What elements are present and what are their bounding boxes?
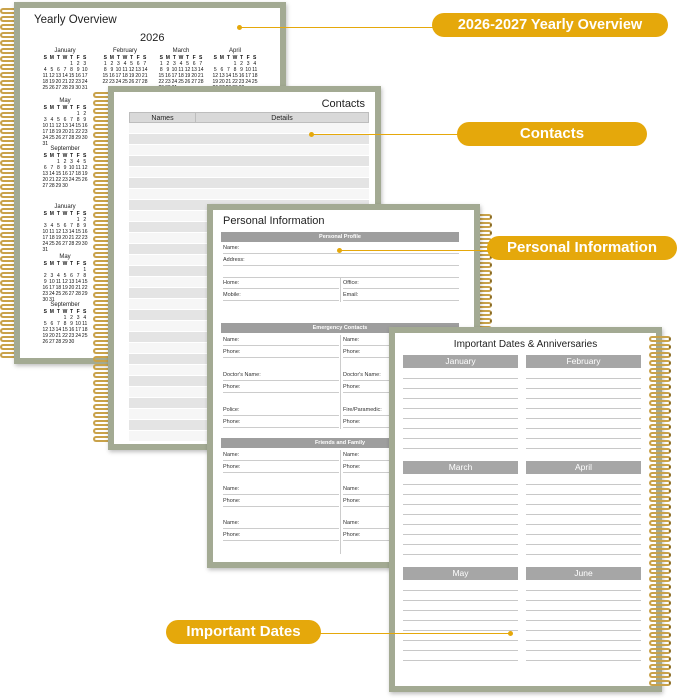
spiral-coil <box>649 664 671 670</box>
date-line[interactable] <box>526 438 641 439</box>
spiral-coil <box>649 520 671 526</box>
date-line[interactable] <box>403 438 518 439</box>
date-line[interactable] <box>403 484 518 485</box>
spiral-coil <box>649 576 671 582</box>
email-field[interactable]: Email: <box>343 290 459 301</box>
date-line[interactable] <box>403 590 518 591</box>
spiral-coil <box>649 640 671 646</box>
date-line[interactable] <box>526 418 641 419</box>
date-line[interactable] <box>526 630 641 631</box>
contact-row[interactable] <box>129 134 369 145</box>
contact-row[interactable] <box>129 167 369 178</box>
date-line[interactable] <box>403 378 518 379</box>
week-row: 24 25 26 27 28 29 30 <box>42 135 88 141</box>
spiral-coil <box>649 600 671 606</box>
week-row: 15 16 17 18 19 20 21 <box>102 73 148 79</box>
ff-name-6[interactable]: Name: <box>343 518 459 529</box>
contact-row[interactable] <box>129 145 369 156</box>
home-field[interactable]: Home: <box>223 278 339 289</box>
date-line[interactable] <box>403 650 518 651</box>
date-line[interactable] <box>526 554 641 555</box>
ff-phone-3[interactable]: Phone: <box>223 496 339 507</box>
date-line[interactable] <box>526 544 641 545</box>
contact-row[interactable] <box>129 178 369 189</box>
spiral-coil <box>649 344 671 350</box>
weekday-row: S M T W T F S <box>103 55 147 61</box>
date-line[interactable] <box>526 504 641 505</box>
contacts-header <box>129 112 369 123</box>
date-line[interactable] <box>526 590 641 591</box>
spiral-coil <box>649 480 671 486</box>
spiral-coil <box>649 440 671 446</box>
week-row: 10 11 12 13 14 15 16 <box>42 229 88 235</box>
personal-profile-header: Personal Profile <box>221 232 459 242</box>
month-header: June <box>526 567 641 580</box>
date-line[interactable] <box>403 448 518 449</box>
week-row: 18 19 20 21 22 23 24 <box>42 79 88 85</box>
week-row: 17 18 19 20 21 22 23 <box>42 129 88 135</box>
dates-leader <box>315 633 511 634</box>
week-row: 8 9 10 11 12 13 14 <box>103 67 148 73</box>
week-row: 1 2 3 4 5 <box>57 159 87 165</box>
date-line[interactable] <box>403 514 518 515</box>
spiral-coil <box>649 616 671 622</box>
date-line[interactable] <box>403 660 518 661</box>
month-name: May <box>59 254 71 260</box>
date-line[interactable] <box>526 484 641 485</box>
month-calendar <box>102 48 148 85</box>
spiral-coil <box>649 376 671 382</box>
week-row: 6 7 8 9 10 11 12 <box>43 165 88 171</box>
month-name: February <box>112 48 137 54</box>
spiral-coil <box>649 552 671 558</box>
doctor-phone-2[interactable]: Phone: <box>343 382 459 393</box>
date-line[interactable] <box>526 650 641 651</box>
week-row: 31 <box>42 141 49 147</box>
month-name: January <box>54 204 76 210</box>
yearly-title: Yearly Overview <box>34 14 117 26</box>
ff-phone-6[interactable]: Phone: <box>343 530 459 541</box>
spiral-coil <box>649 408 671 414</box>
weekday-row: S M T W T F S <box>43 55 87 61</box>
date-line[interactable] <box>526 388 641 389</box>
contacts-callout: Contacts <box>457 122 647 146</box>
ff-name-1[interactable]: Name: <box>223 450 339 461</box>
ec-name-1[interactable]: Name: <box>223 335 339 346</box>
ec-phone-1[interactable]: Phone: <box>223 347 339 358</box>
week-row: 1 2 3 4 <box>233 61 257 67</box>
week-row: 1 2 3 <box>70 61 87 67</box>
doctor-phone-1[interactable]: Phone: <box>223 382 339 393</box>
month-name: May <box>59 98 71 104</box>
date-line[interactable] <box>526 514 641 515</box>
spiral-coil <box>649 536 671 542</box>
month-calendar <box>42 302 88 345</box>
personal-title: Personal Information <box>223 215 325 227</box>
date-line[interactable] <box>526 640 641 641</box>
week-row: 20 21 22 23 24 25 26 <box>42 177 88 183</box>
weekday-row: S M T W T F S <box>43 261 87 267</box>
spiral-coil <box>649 632 671 638</box>
office-field[interactable]: Office: <box>343 278 459 289</box>
spiral-coil <box>649 608 671 614</box>
date-line[interactable] <box>403 398 518 399</box>
spiral-coil <box>649 680 671 686</box>
week-row: 1 <box>83 267 87 273</box>
address-field[interactable]: Address: <box>223 255 459 266</box>
personal-callout: Personal Information <box>487 236 677 260</box>
spiral-coil <box>649 672 671 678</box>
week-row: 1 2 3 4 5 6 7 <box>159 61 203 67</box>
spiral-coil <box>649 504 671 510</box>
date-line[interactable] <box>403 534 518 535</box>
week-row: 5 6 7 8 9 10 11 <box>43 321 88 327</box>
spiral-coil <box>649 448 671 454</box>
friends-divider <box>340 450 341 554</box>
date-line[interactable] <box>526 620 641 621</box>
dates-callout: Important Dates <box>166 620 321 644</box>
month-calendar <box>42 98 88 147</box>
weekday-row: S M T W T F S <box>159 55 203 61</box>
police-phone[interactable]: Phone: <box>223 417 339 428</box>
yearly-leader <box>240 27 435 28</box>
ec-phone-2[interactable]: Phone: <box>343 347 459 358</box>
week-row: 24 25 26 27 28 29 30 <box>42 241 88 247</box>
week-row: 3 4 5 6 7 8 9 <box>43 223 87 229</box>
ec-name-2[interactable]: Name: <box>343 335 459 346</box>
month-name: April <box>228 48 241 54</box>
month-calendar <box>212 48 258 91</box>
important-dates-page <box>389 327 662 692</box>
friends-family-header: Friends and Family <box>221 438 459 448</box>
week-row: 5 6 7 8 9 10 11 <box>213 67 258 73</box>
contacts-title: Contacts <box>321 98 365 110</box>
spiral-coil <box>649 400 671 406</box>
week-row: 13 14 15 16 17 18 19 <box>42 171 88 177</box>
spiral-coil <box>649 392 671 398</box>
spiral-coil <box>649 656 671 662</box>
week-row: 1 2 3 4 5 6 7 <box>103 61 147 67</box>
date-line[interactable] <box>526 600 641 601</box>
doctor-field-2[interactable]: Doctor's Name: <box>343 370 459 381</box>
week-row: 30 31 <box>42 297 55 303</box>
yearly-dot <box>237 25 242 30</box>
month-calendar <box>42 254 88 303</box>
week-row: 25 26 27 28 29 30 31 <box>42 85 88 91</box>
date-line[interactable] <box>403 610 518 611</box>
month-calendar <box>42 48 88 91</box>
spiral-coil <box>649 352 671 358</box>
weekday-row: S M T W T F S <box>43 211 87 217</box>
week-row: 12 13 14 15 16 17 18 <box>42 327 88 333</box>
month-name: September <box>50 146 80 152</box>
weekday-row: S M T W T F S <box>43 153 87 159</box>
week-row: 12 13 14 15 16 17 18 <box>212 73 258 79</box>
spiral-coil <box>649 592 671 598</box>
date-line[interactable] <box>403 504 518 505</box>
contacts-dot <box>309 132 314 137</box>
week-row: 19 20 21 22 23 24 25 <box>42 333 88 339</box>
spiral-coil <box>649 568 671 574</box>
date-line[interactable] <box>526 660 641 661</box>
month-calendar <box>158 48 204 91</box>
month-header: January <box>403 355 518 368</box>
weekday-row: S M T W T F S <box>213 55 257 61</box>
date-line[interactable] <box>403 524 518 525</box>
week-row: 8 9 10 11 12 13 14 <box>159 67 204 73</box>
month-name: March <box>172 48 190 54</box>
ff-phone-1[interactable]: Phone: <box>223 462 339 473</box>
week-row: 9 10 11 12 13 14 15 <box>43 279 88 285</box>
dates-spiral <box>649 336 671 686</box>
week-row: 22 23 24 25 26 27 28 <box>158 79 204 85</box>
week-row: 22 23 24 25 26 27 28 <box>102 79 148 85</box>
week-row: 17 18 19 20 21 22 23 <box>42 235 88 241</box>
week-row: 26 27 28 29 30 <box>42 339 75 345</box>
spiral-coil <box>649 584 671 590</box>
month-name: September <box>50 302 80 308</box>
week-row: 10 11 12 13 14 15 16 <box>42 123 88 129</box>
spiral-coil <box>649 544 671 550</box>
spiral-coil <box>649 648 671 654</box>
week-row: 1 2 3 4 <box>63 315 87 321</box>
month-header: February <box>526 355 641 368</box>
spiral-coil <box>649 528 671 534</box>
name-field[interactable]: Name: <box>223 243 459 254</box>
weekday-row: S M T W T F S <box>43 309 87 315</box>
date-line[interactable] <box>526 524 641 525</box>
week-row: 15 16 17 18 19 20 21 <box>158 73 204 79</box>
contact-row[interactable] <box>129 189 369 200</box>
emergency-divider <box>340 335 341 429</box>
date-line[interactable] <box>526 408 641 409</box>
week-row: 3 4 5 6 7 8 9 <box>43 117 87 123</box>
date-line[interactable] <box>403 554 518 555</box>
contact-row[interactable] <box>129 156 369 167</box>
spiral-coil <box>649 424 671 430</box>
week-row: 19 20 21 22 23 24 25 <box>212 79 258 85</box>
month-name: January <box>54 48 76 54</box>
ff-name-3[interactable]: Name: <box>223 484 339 495</box>
week-row: 2 3 4 5 6 7 8 <box>43 273 87 279</box>
date-line[interactable] <box>403 408 518 409</box>
fire-phone[interactable]: Phone: <box>343 417 459 428</box>
spiral-coil <box>649 512 671 518</box>
col-details: Details <box>271 115 293 122</box>
ff-name-4[interactable]: Name: <box>343 484 459 495</box>
emergency-contacts-header: Emergency Contacts <box>221 323 459 333</box>
ff-phone-2[interactable]: Phone: <box>343 462 459 473</box>
week-row: 23 24 25 26 27 28 29 <box>42 291 88 297</box>
date-line[interactable] <box>403 630 518 631</box>
contact-row[interactable] <box>129 123 369 134</box>
spiral-coil <box>649 560 671 566</box>
yearly-callout: 2026-2027 Yearly Overview <box>432 13 668 37</box>
col-names: Names <box>130 113 196 122</box>
week-row: 31 <box>42 247 49 253</box>
week-row: 1 2 <box>76 111 87 117</box>
month-header: April <box>526 461 641 474</box>
week-row: 16 17 18 19 20 21 22 <box>42 285 88 291</box>
spiral-coil <box>649 368 671 374</box>
spiral-coil <box>649 472 671 478</box>
date-line[interactable] <box>403 388 518 389</box>
date-line[interactable] <box>403 418 518 419</box>
address-line-2[interactable] <box>223 267 459 278</box>
dates-dot <box>508 631 513 636</box>
week-row: 27 28 29 30 <box>42 183 68 189</box>
date-line[interactable] <box>526 398 641 399</box>
week-row: 4 5 6 7 8 9 10 <box>43 67 88 73</box>
date-line[interactable] <box>403 600 518 601</box>
month-header: May <box>403 567 518 580</box>
spiral-coil <box>649 360 671 366</box>
date-line[interactable] <box>526 534 641 535</box>
date-line[interactable] <box>526 610 641 611</box>
date-line[interactable] <box>526 448 641 449</box>
ff-phone-4[interactable]: Phone: <box>343 496 459 507</box>
personal-leader <box>340 250 490 251</box>
spiral-coil <box>649 432 671 438</box>
week-row: 11 12 13 14 15 16 17 <box>42 73 88 79</box>
date-line[interactable] <box>526 494 641 495</box>
date-line[interactable] <box>403 428 518 429</box>
yearly-year: 2026 <box>140 32 165 44</box>
police-field[interactable]: Police: <box>223 405 339 416</box>
spiral-coil <box>649 416 671 422</box>
dates-title: Important Dates & Anniversaries <box>453 339 598 350</box>
ff-name-5[interactable]: Name: <box>223 518 339 529</box>
spiral-coil <box>649 624 671 630</box>
spiral-coil <box>649 384 671 390</box>
spiral-coil <box>649 496 671 502</box>
date-line[interactable] <box>403 620 518 621</box>
date-line[interactable] <box>526 428 641 429</box>
date-line[interactable] <box>403 494 518 495</box>
ff-name-2[interactable]: Name: <box>343 450 459 461</box>
month-calendar <box>42 204 88 253</box>
date-line[interactable] <box>526 378 641 379</box>
month-calendar <box>42 146 88 189</box>
spiral-coil <box>649 336 671 342</box>
date-line[interactable] <box>403 640 518 641</box>
month-header: March <box>403 461 518 474</box>
week-row: 1 2 <box>76 217 87 223</box>
fire-field[interactable]: Fire/Paramedic: <box>343 405 459 416</box>
date-line[interactable] <box>403 544 518 545</box>
contacts-leader <box>312 134 462 135</box>
ff-phone-5[interactable]: Phone: <box>223 530 339 541</box>
mobile-field[interactable]: Mobile: <box>223 290 339 301</box>
weekday-row: S M T W T F S <box>43 105 87 111</box>
personal-dot <box>337 248 342 253</box>
spiral-coil <box>649 456 671 462</box>
doctor-field-1[interactable]: Doctor's Name: <box>223 370 339 381</box>
spiral-coil <box>649 464 671 470</box>
spiral-coil <box>649 488 671 494</box>
profile-divider <box>340 278 341 302</box>
